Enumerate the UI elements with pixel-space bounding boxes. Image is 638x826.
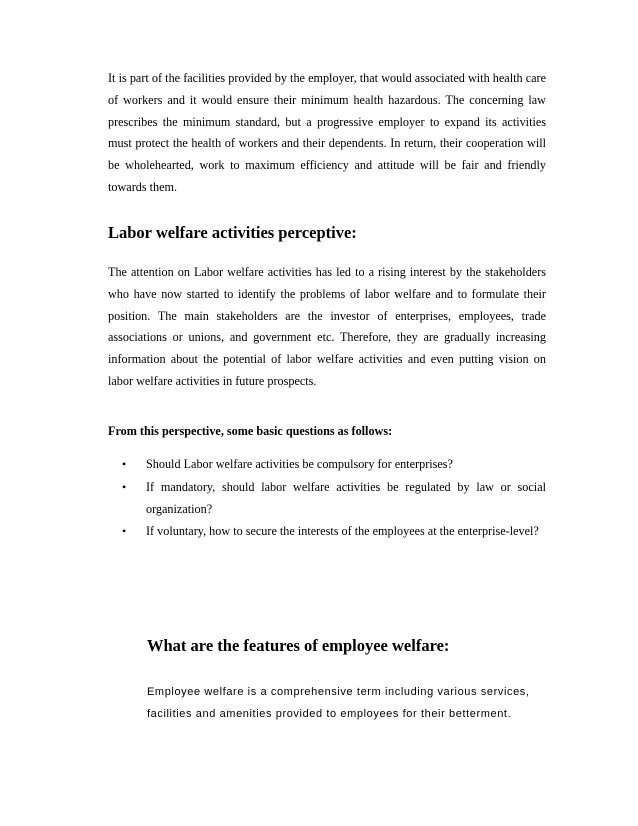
questions-subheading: From this perspective, some basic questions as follows: — [108, 424, 393, 438]
question-text: Should Labor welfare activities be compulsory for enterprises? — [146, 457, 453, 471]
questions-list — [108, 454, 546, 544]
question-text: If mandatory, should labor welfare activities be regulated by law or social organization? — [146, 479, 546, 516]
bullet-icon: • — [122, 479, 127, 494]
section-heading-labor-welfare: Labor welfare activities perceptive: — [108, 223, 357, 242]
section-heading-employee-welfare: What are the features of employee welfare: — [147, 636, 450, 655]
labor-welfare-paragraph: The attention on Labor welfare activities has led to a rising interest by the stakeholders who have now started to identify the problems of labor welfare and to formulate their position. The main stakeholders are the investor of enterprises, employees, trade associations or unions, and government etc. Therefore, they are gradually increasing information about the potential of labor welfare activities and even putting vision on labor welfare activities in future prospects. — [108, 265, 546, 388]
list-item — [108, 477, 546, 521]
bullet-icon: • — [122, 524, 127, 539]
intro-paragraph: It is part of the facilities provided by the employer, that would associated with health care of workers and it would ensure their minimum health hazardous. The concerning law prescribes the minimum standard, but a progressive employer to expand its activities must protect the health of workers and their dependents. In return, their cooperation will be wholehearted, work to maximum efficiency and attitude will be fair and friendly towards them. — [108, 71, 546, 194]
employee-welfare-paragraph: Employee welfare is a comprehensive term including various services, facilities and amenities provided to employees for their betterment. — [147, 686, 530, 720]
list-item — [108, 454, 546, 476]
question-text: If voluntary, how to secure the interests of the employees at the enterprise-level? — [146, 524, 539, 539]
bullet-icon: • — [122, 457, 127, 471]
list-item — [108, 521, 546, 543]
